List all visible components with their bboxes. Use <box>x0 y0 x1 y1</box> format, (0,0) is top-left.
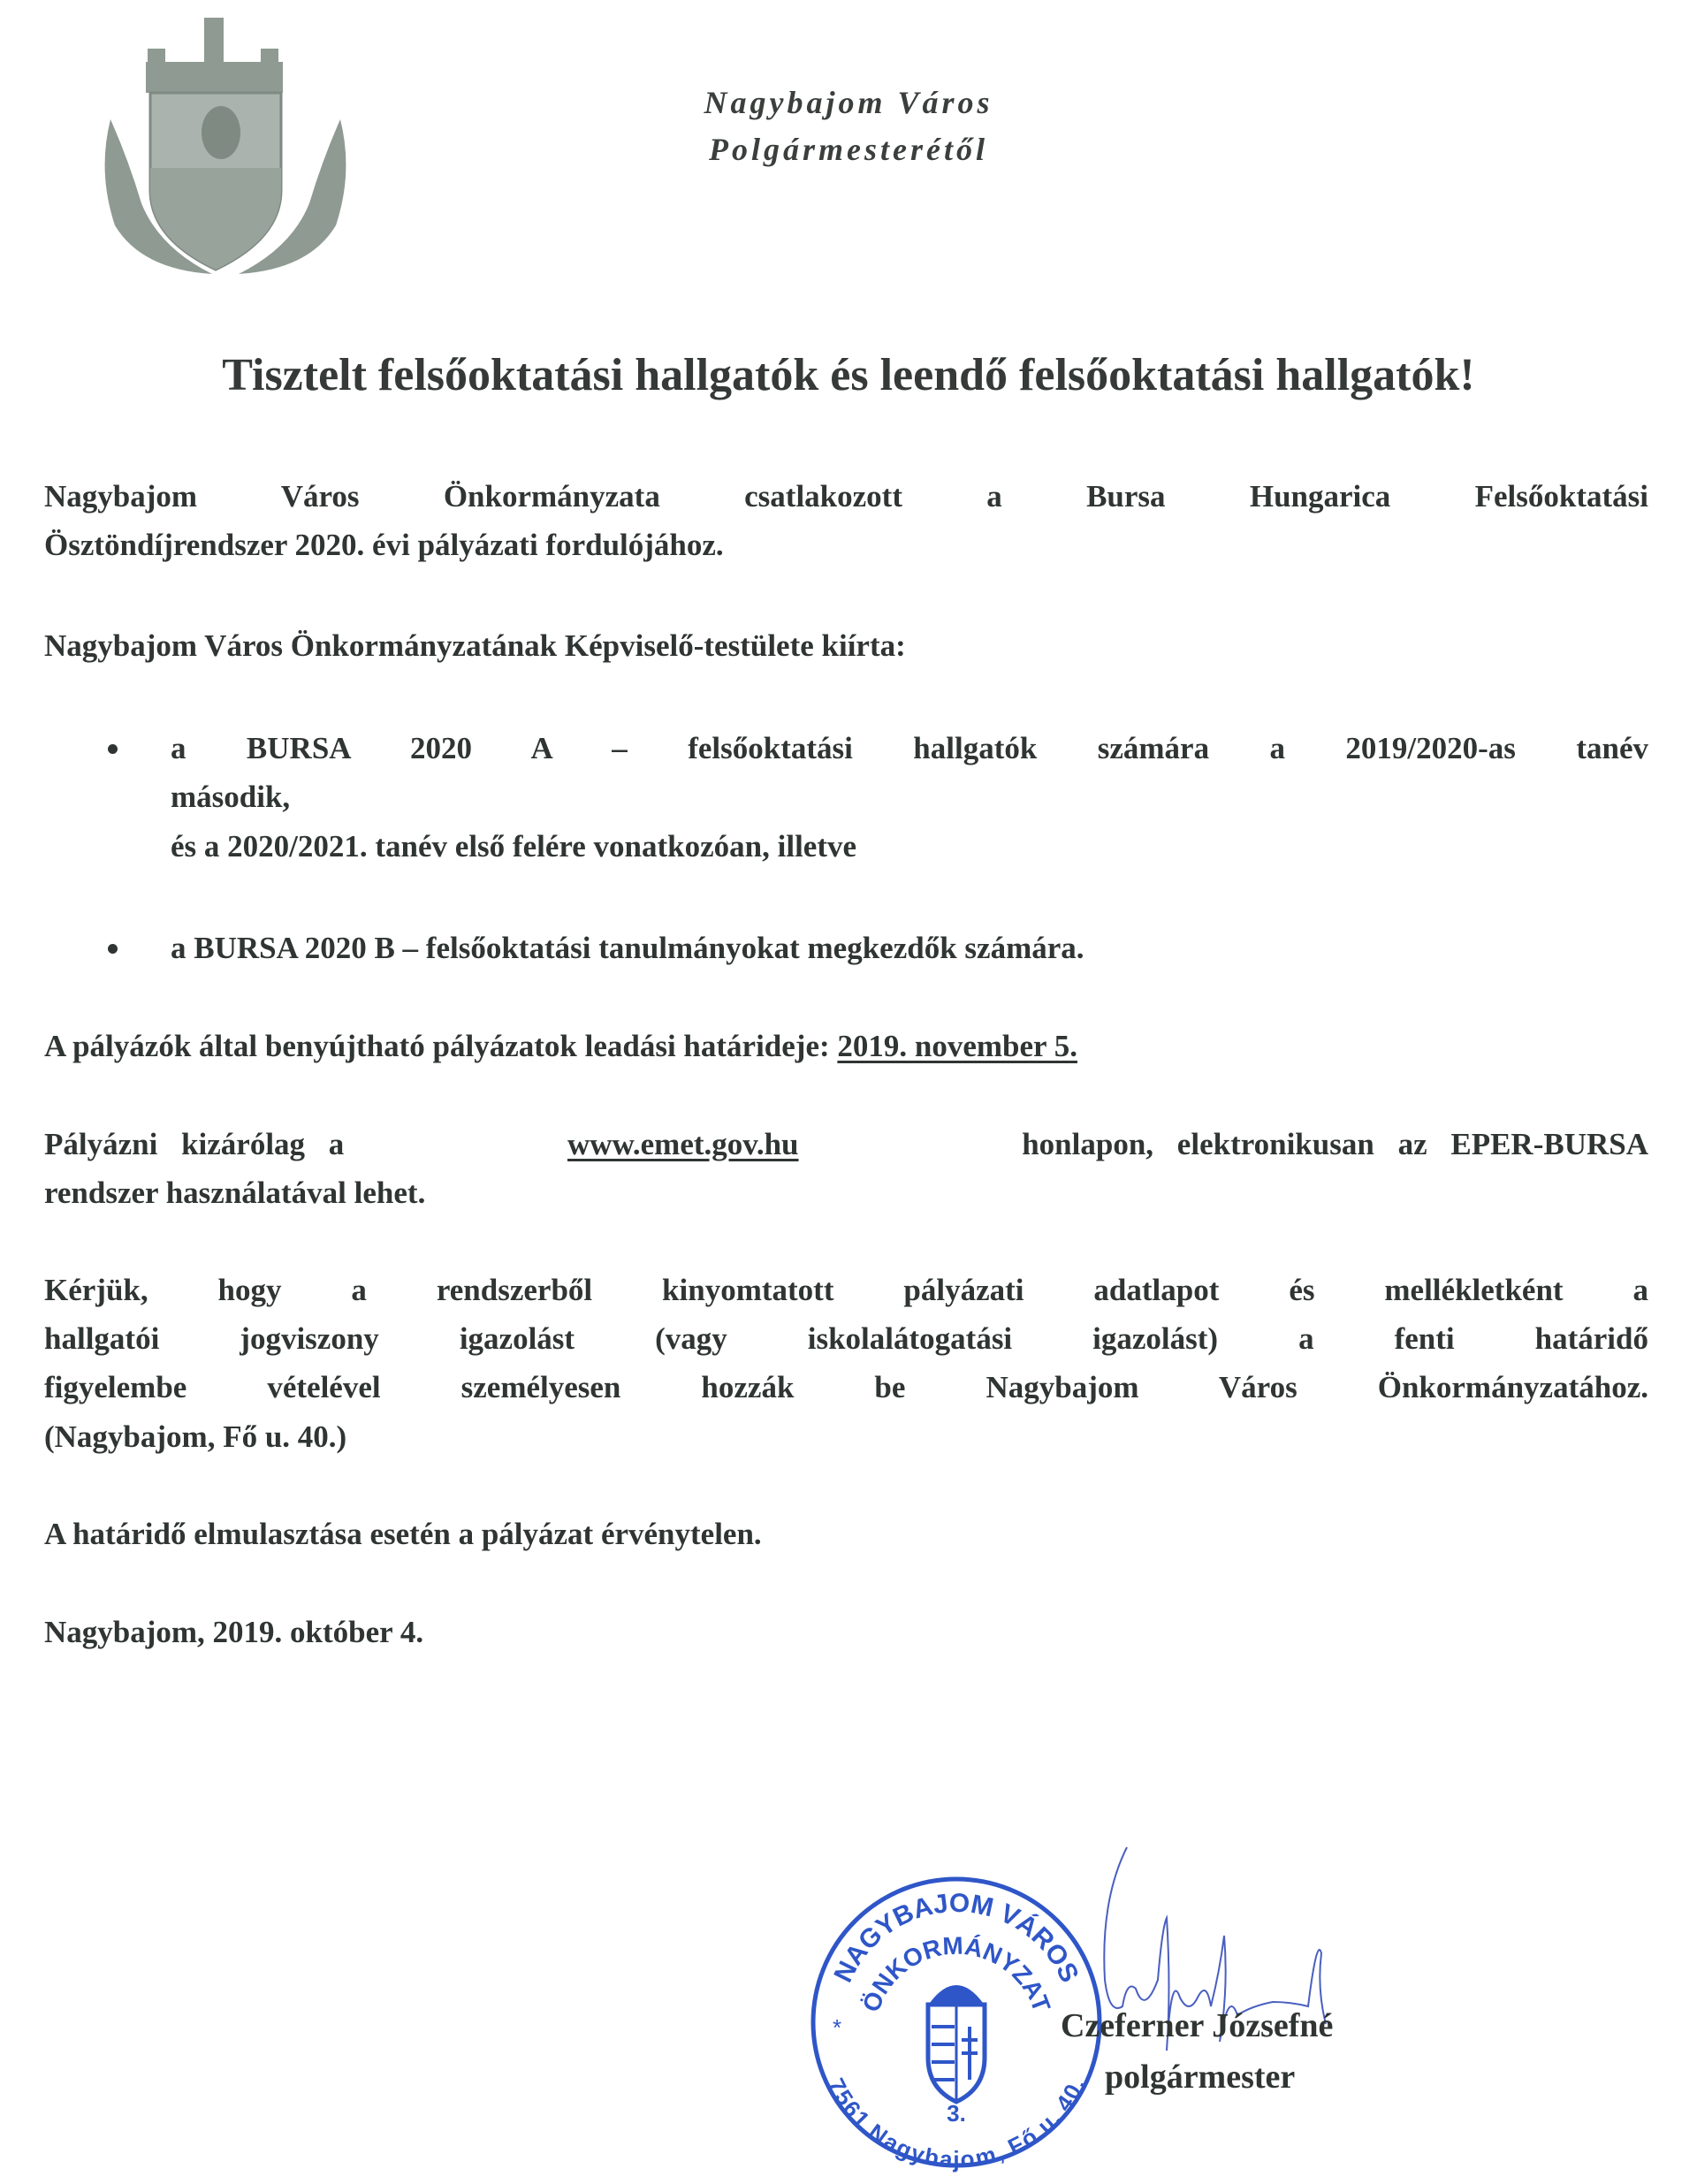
intro-line-2: Ösztöndíjrendszer 2020. évi pályázati fordulójához. <box>44 528 724 562</box>
seal-inner-text: ÖNKORMÁNYZAT <box>856 1931 1056 2016</box>
bullet-a-line-2: második, <box>171 780 291 814</box>
seal-number: 3. <box>947 2100 966 2127</box>
bullet-a-line-3: és a 2020/2021. tanév első felére vonatkozóan, illetve <box>171 829 857 864</box>
date-place: Nagybajom, 2019. október 4. <box>44 1615 424 1649</box>
coat-of-arms-logo <box>93 13 358 278</box>
deadline-date: 2019. november 5. <box>837 1029 1077 1063</box>
seal-outer-text: NAGYBAJOM VÁROS <box>828 1888 1084 1988</box>
signatory-role: polgármester <box>1105 2058 1296 2096</box>
request-line-4: (Nagybajom, Fő u. 40.) <box>44 1419 347 1454</box>
request-line-3: figyelembe vételével személyesen hozzák be Nagybajom Város Önkormányzatához. <box>44 1370 1648 1404</box>
signatory-name: Czeferner Józsefné <box>1061 2007 1334 2044</box>
seal-star: * <box>833 2014 842 2041</box>
bullet-a-line-1: a BURSA 2020 A – felsőoktatási hallgatók számára a 2019/2020-as tanév <box>171 731 1648 765</box>
apply-prefix: Pályázni kizárólag a <box>44 1127 345 1161</box>
deadline-label: A pályázók által benyújtható pályázatok leadási határideje: <box>44 1029 838 1063</box>
council-text: Nagybajom Város Önkormányzatának Képviselő-testülete kiírta: <box>44 628 906 663</box>
bullet-b-text: a BURSA 2020 B – felsőoktatási tanulmányokat megkezdők számára. <box>171 931 1084 965</box>
apply-line-1 <box>44 1123 1648 1166</box>
page-title: Tisztelt felsőoktatási hallgatók és leendő felsőoktatási hallgatók! <box>222 350 1475 400</box>
invalid-notice: A határidő elmulasztása esetén a pályázat érvénytelen. <box>44 1517 762 1551</box>
request-line-2: hallgatói jogviszony igazolást (vagy iskolalátogatási igazolást) a fenti határidő <box>44 1321 1648 1356</box>
intro-line-1: Nagybajom Város Önkormányzata csatlakozott a Bursa Hungarica Felsőoktatási <box>44 479 1648 514</box>
apply-suffix: honlapon, elektronikusan az EPER-BURSA <box>1022 1127 1648 1161</box>
request-line-1: Kérjük, hogy a rendszerből kinyomtatott pályázati adatlapot és mellékletként a <box>44 1273 1648 1307</box>
deadline-text <box>44 1025 1077 1068</box>
header-line-2: Polgármesterétől <box>709 132 988 167</box>
bullet-icon <box>108 744 118 754</box>
hungarian-coat-of-arms-icon <box>928 1985 985 2102</box>
header-line-1: Nagybajom Város <box>704 85 993 120</box>
seal-bottom-text: 7561 Nagybajom, Fő u. 40. <box>822 2074 1091 2173</box>
emet-link[interactable]: www.emet.gov.hu <box>567 1127 799 1161</box>
apply-line-2: rendszer használatával lehet. <box>44 1176 426 1210</box>
bullet-icon <box>108 944 118 954</box>
